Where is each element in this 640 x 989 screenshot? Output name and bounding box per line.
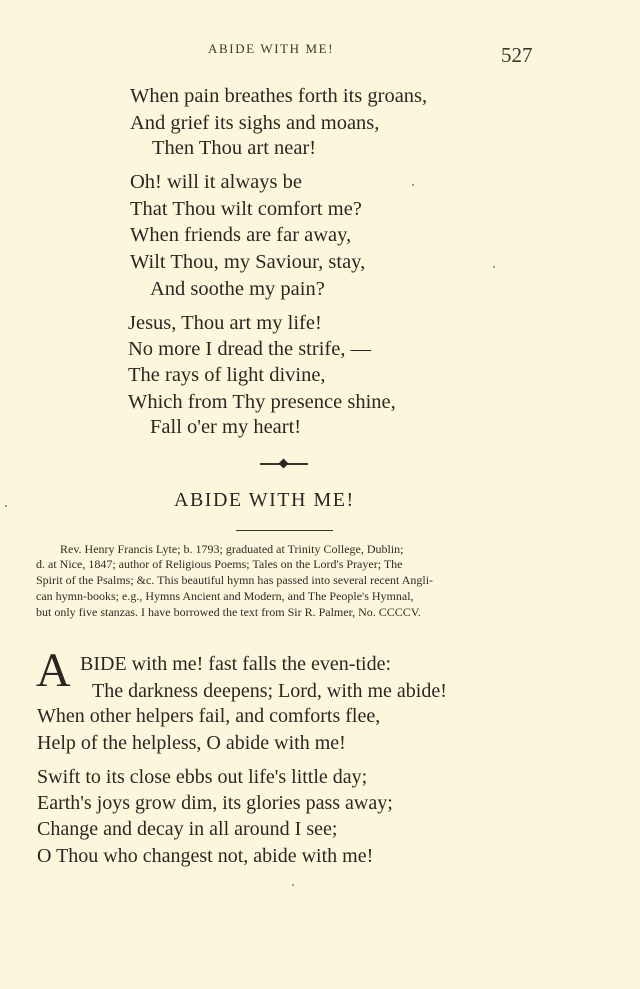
verse-line: And soothe my pain? bbox=[150, 278, 325, 300]
verse-line: No more I dread the strife, — bbox=[128, 338, 372, 360]
verse-line: When pain breathes forth its groans, bbox=[130, 85, 428, 107]
drop-cap: A bbox=[36, 644, 71, 697]
note-line: d. at Nice, 1847; author of Religious Poems; Tales on the Lord's Prayer; The bbox=[36, 557, 403, 571]
verse-line: Help of the helpless, O abide with me! bbox=[37, 732, 346, 754]
verse-line: Oh! will it always be bbox=[130, 171, 302, 193]
paper-speck bbox=[412, 184, 414, 186]
verse-line: Then Thou art near! bbox=[152, 137, 317, 159]
note-line: Spirit of the Psalms; &c. This beautiful hymn has passed into several recent Angli- bbox=[36, 573, 434, 587]
verse-line: Jesus, Thou art my life! bbox=[128, 312, 322, 334]
verse-line: O Thou who changest not, abide with me! bbox=[37, 845, 374, 867]
note-line: can hymn-books; e.g., Hymns Ancient and Modern, and The People's Hymnal, bbox=[36, 589, 414, 603]
verse-line: Change and decay in all around I see; bbox=[37, 818, 338, 840]
note-line: Rev. Henry Francis Lyte; b. 1793; graduated at Trinity College, Dublin; bbox=[60, 542, 404, 556]
paper-speck bbox=[5, 505, 7, 507]
verse-line: And grief its sighs and moans, bbox=[130, 112, 380, 134]
verse-line: Fall o'er my heart! bbox=[150, 416, 302, 438]
title-rule bbox=[236, 530, 333, 531]
verse-line: The darkness deepens; Lord, with me abide! bbox=[92, 680, 447, 702]
verse-line: When other helpers fail, and comforts flee, bbox=[37, 705, 381, 727]
verse-line: Which from Thy presence shine, bbox=[128, 391, 396, 413]
hymn-title: ABIDE WITH ME! bbox=[174, 489, 355, 511]
verse-line: When friends are far away, bbox=[130, 224, 352, 246]
ornament-diamond bbox=[279, 459, 289, 469]
verse-line: The rays of light divine, bbox=[128, 364, 326, 386]
verse-line: That Thou wilt comfort me? bbox=[130, 198, 362, 220]
paper-speck bbox=[292, 884, 294, 886]
verse-line: Earth's joys grow dim, its glories pass away; bbox=[37, 792, 393, 814]
note-line: but only five stanzas. I have borrowed the text from Sir R. Palmer, No. CCCCV. bbox=[36, 605, 421, 619]
page-number: 527 bbox=[501, 43, 533, 67]
verse-line: Wilt Thou, my Saviour, stay, bbox=[130, 251, 366, 273]
verse-line: Swift to its close ebbs out life's little day; bbox=[37, 766, 368, 788]
verse-line: BIDE with me! fast falls the even-tide: bbox=[80, 653, 392, 675]
running-head: ABIDE WITH ME! bbox=[208, 41, 335, 56]
paper-speck bbox=[493, 266, 495, 268]
